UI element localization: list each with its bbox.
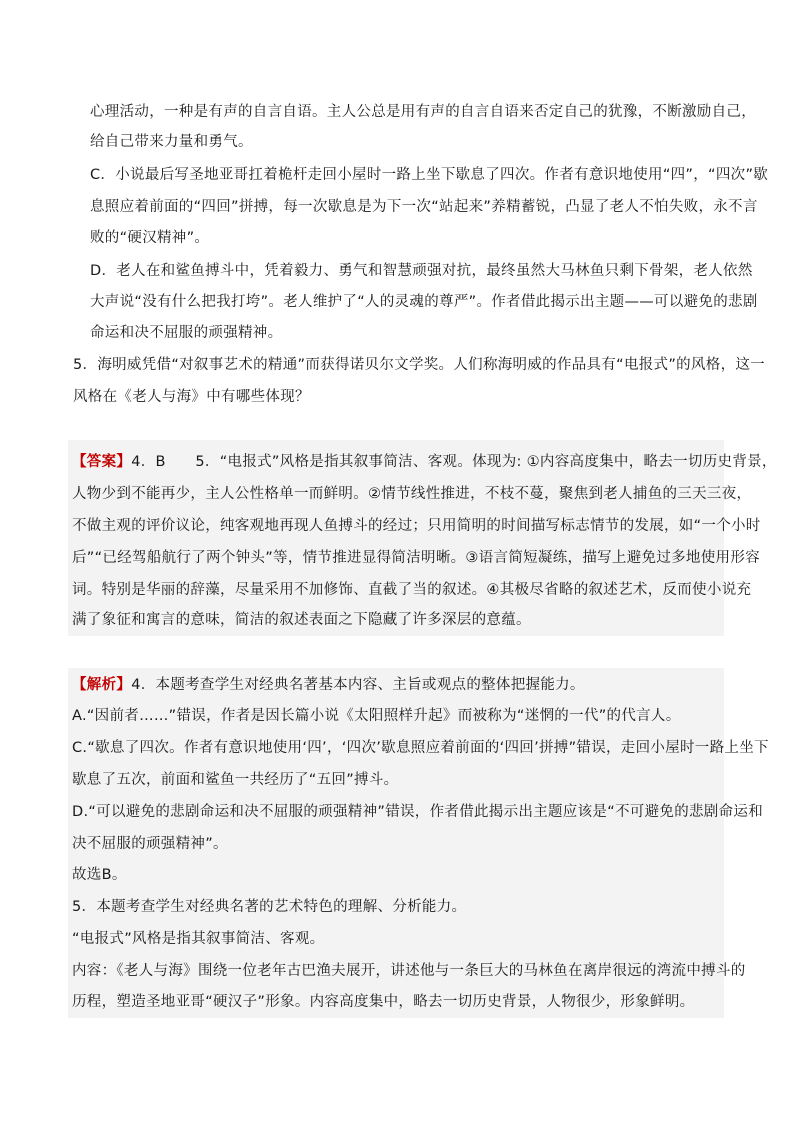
explanation-line-first (72, 675, 585, 695)
answer-label: 【答案】 (72, 454, 132, 470)
explanation-line: C.“歇息了四次。作者有意识地使用‘四’，‘四次’歇息照应着前面的‘四回’拼搏”错误，走回小屋时一路上坐下 (72, 740, 769, 756)
explanation-label: 【解析】 (72, 677, 132, 693)
explanation-line: D.“可以避免的悲剧命运和决不屈服的顽强精神”错误，作者借此揭示出主题应该是“不可避免的悲剧命运和 (72, 804, 764, 820)
explanation-line: 内容：《老人与海》围绕一位老年古巴渔夫展开，讲述他与一条巨大的马林鱼在离岸很远的湾流中搏斗的 (72, 963, 746, 979)
answer-line-first (72, 452, 777, 472)
question-line: 大声说“没有什么把我打垮”。老人维护了“人的灵魂的尊严”。作者借此揭示出主题——可以避免的悲剧 (90, 294, 758, 310)
answer-line: 不做主观的评价议论，纯客观地再现人鱼搏斗的经过；只用简明的时间描写标志情节的发展，如“一个小时 (72, 518, 761, 534)
explanation-line: A.“因前者……”错误，作者是因长篇小说《太阳照样升起》而被称为“迷惘的一代”的代言人。 (72, 708, 681, 724)
answer-line: 词。特别是华丽的辞藻，尽量采用不加修饰、直截了当的叙述。④其极尽省略的叙述艺术，反而使小说充 (72, 582, 752, 598)
answer-line: 满了象征和寓言的意味，简洁的叙述表面之下隐藏了许多深层的意蕴。 (72, 612, 531, 628)
question-line: 败的“硬汉精神”。 (90, 230, 210, 246)
question-line: 息照应着前面的“四回”拼搏，每一次歇息是为下一次“站起来”养精蓄锐，凸显了老人不怕失败，永不言 (90, 199, 758, 215)
question-5-line: 5．海明威凭借“对叙事艺术的精通”而获得诺贝尔文学奖。人们称海明威的作品具有“电报式”的风格，这一 (73, 357, 765, 373)
answer-line: 人物少到不能再少，主人公性格单一而鲜明。②情节线性推进，不枝不蔓，聚焦到老人捕鱼的三天三夜， (72, 486, 752, 502)
explanation-line: 歇息了五次，前面和鲨鱼一共经历了“五回”搏斗。 (72, 772, 399, 788)
explanation-line: 历程，塑造圣地亚哥“硬汉子”形象。内容高度集中，略去一切历史背景，人物很少，形象鲜明。 (72, 994, 695, 1010)
question-line: 命运和决不屈服的顽强精神。 (90, 325, 283, 341)
explanation-line: 5．本题考查学生对经典名著的艺术特色的理解、分析能力。 (72, 899, 467, 915)
explanation-line: “电报式”风格是指其叙事简洁、客观。 (72, 931, 325, 947)
explanation-line: 故选B。 (72, 867, 127, 883)
option-c-line: C．小说最后写圣地亚哥扛着桅杆走回小屋时一路上坐下歇息了四次。作者有意识地使用“四”，“四次”歇 (90, 167, 769, 183)
question-line: 给自己带来力量和勇气。 (90, 134, 253, 150)
question-5-line: 风格在《老人与海》中有哪些体现？ (73, 389, 310, 405)
answer-line: 后”“已经驾船航行了两个钟头”等，情节推进显得简洁明晰。③语言简短凝练，描写上避免过多地使用形容 (72, 550, 760, 566)
explanation-line: 决不屈服的顽强精神”。 (72, 836, 228, 852)
question-line: 心理活动，一种是有声的自言自语。主人公总是用有声的自言自语来否定自己的犹豫，不断激励自己， (90, 104, 756, 120)
explanation-line: 4．本题考查学生对经典名著基本内容、主旨或观点的整体把握能力。 (131, 677, 585, 693)
answer-line: 4．B 5．“电报式”风格是指其叙事简洁、客观。体现为: ①内容高度集中，略去一切历史背景， (131, 454, 777, 470)
option-d-line: D．老人在和鲨鱼搏斗中，凭着毅力、勇气和智慧顽强对抗，最终虽然大马林鱼只剩下骨架，老人依然 (90, 263, 753, 279)
